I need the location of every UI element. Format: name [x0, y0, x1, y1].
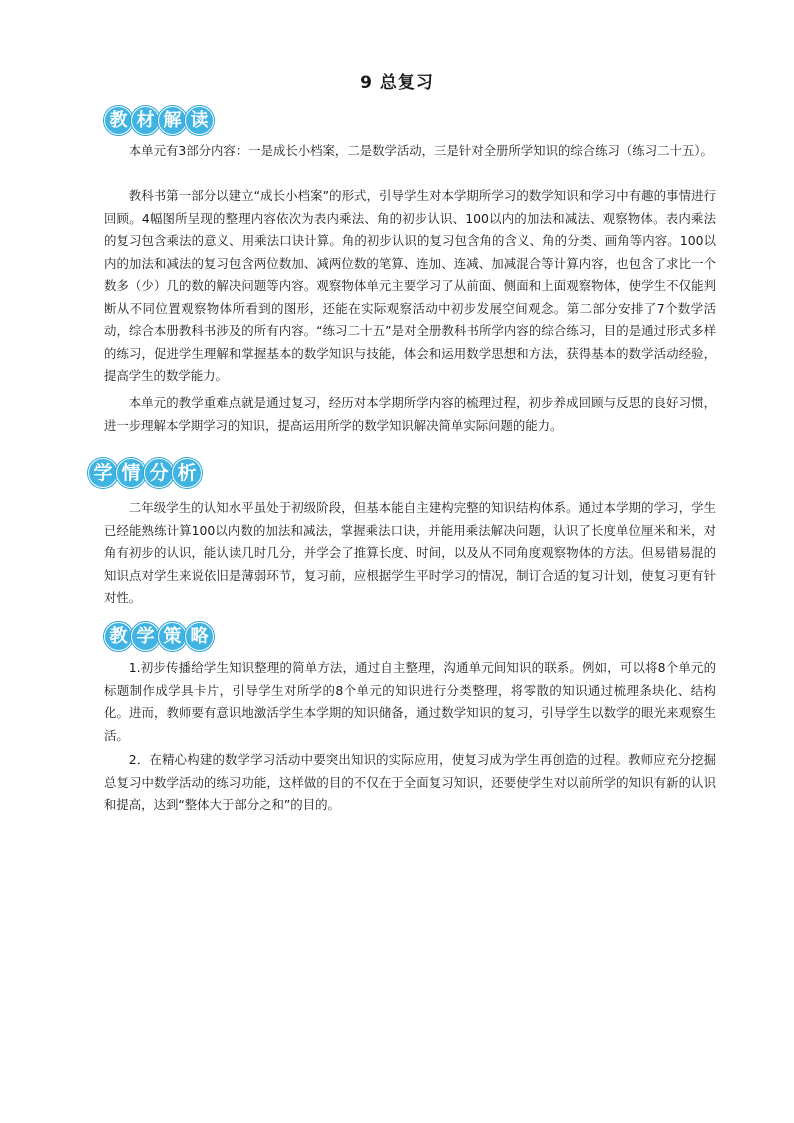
paragraph: 教科书第一部分以建立“成长小档案”的形式，引导学生对本学期所学习的数学知识和学习中有趣的事情进行回顾。4幅图所呈现的整理内容依次为表内乘法、角的初步认识、100以内的加法和减法、观察物体。表内乘法的复习包含乘法的意义、用乘法口诀计算。角的初步认识的复习包含角的含义、角的分类、画角等内容。100以内的加法和减法的复习包含两位数加、减两位数的笔算、连加、连减、加减混合等计算内容，也包含了求比一个数多（少）几的数的解决问题等内容。观察物体单元主要学习了从前面、侧面和上面观察物体，使学生不仅能判断从不同位置观察物体所看到的图形，还能在实际观察活动中初步发展空间观念。第二部分安排了7个数学活动，综合本册教科书涉及的所有内容。“练习二十五”是对全册教科书所学内容的综合练习，目的是通过形式多样的练习，促进学生理解和掌握基本的数学知识与技能，体会和运用数学思想和方法，获得基本的数学活动经验，提高学生的数学能力。 — [104, 188, 716, 383]
heading-char: 教 — [104, 106, 133, 135]
heading-char: 分 — [144, 458, 174, 488]
section-heading-textbook-reading — [104, 106, 212, 135]
section-heading-teaching-strategy — [104, 622, 212, 651]
heading-char: 解 — [158, 106, 187, 135]
heading-char: 析 — [172, 458, 202, 488]
heading-char: 读 — [185, 106, 214, 135]
heading-char: 教 — [104, 622, 133, 651]
paragraph: 二年级学生的认知水平虽处于初级阶段，但基本能自主建构完整的知识结构体系。通过本学期的学习，学生已经能熟练计算100以内数的加法和减法，掌握乘法口诀，并能用乘法解决问题，认识了长度单位厘米和米，对角有初步的认识，能认读几时几分，并学会了推算长度、时间，以及从不同角度观察物体的方法。但易错易混的知识点对学生来说依旧是薄弱环节，复习前，应根据学生平时学习的情况，制订合适的复习计划，使复习更有针对性。 — [104, 500, 716, 605]
heading-char: 略 — [185, 622, 214, 651]
heading-char: 策 — [158, 622, 187, 651]
paragraph: 本单元的教学重难点就是通过复习，经历对本学期所学内容的梳理过程，初步养成回顾与反思的良好习惯，进一步理解本学期学习的知识，提高运用所学的数学知识解决简单实际问题的能力。 — [104, 395, 716, 433]
heading-char: 材 — [131, 106, 160, 135]
page-title: 9 总复习 — [360, 73, 434, 93]
heading-char: 学 — [131, 622, 160, 651]
heading-char: 情 — [116, 458, 146, 488]
section-heading-student-analysis — [88, 458, 200, 488]
heading-char: 学 — [88, 458, 118, 488]
paragraph: 1.初步传播给学生知识整理的简单方法，通过自主整理，沟通单元间知识的联系。例如，可以将8个单元的标题制作成学具卡片，引导学生对所学的8个单元的知识进行分类整理，将零散的知识通过梳理条块化、结构化。进而，教师要有意识地激活学生本学期的知识储备，通过数学知识的复习，引导学生以数学的眼光来观察生活。 — [104, 660, 716, 743]
paragraph: 本单元有3部分内容：一是成长小档案，二是数学活动，三是针对全册所学知识的综合练习（练习二十五）。 — [128, 143, 713, 158]
paragraph: 2．在精心构建的数学学习活动中要突出知识的实际应用，使复习成为学生再创造的过程。教师应充分挖掘总复习中数学活动的练习功能，这样做的目的不仅在于全面复习知识，还要使学生对以前所学的知识有新的认识和提高，达到“整体大于部分之和”的目的。 — [104, 752, 716, 812]
